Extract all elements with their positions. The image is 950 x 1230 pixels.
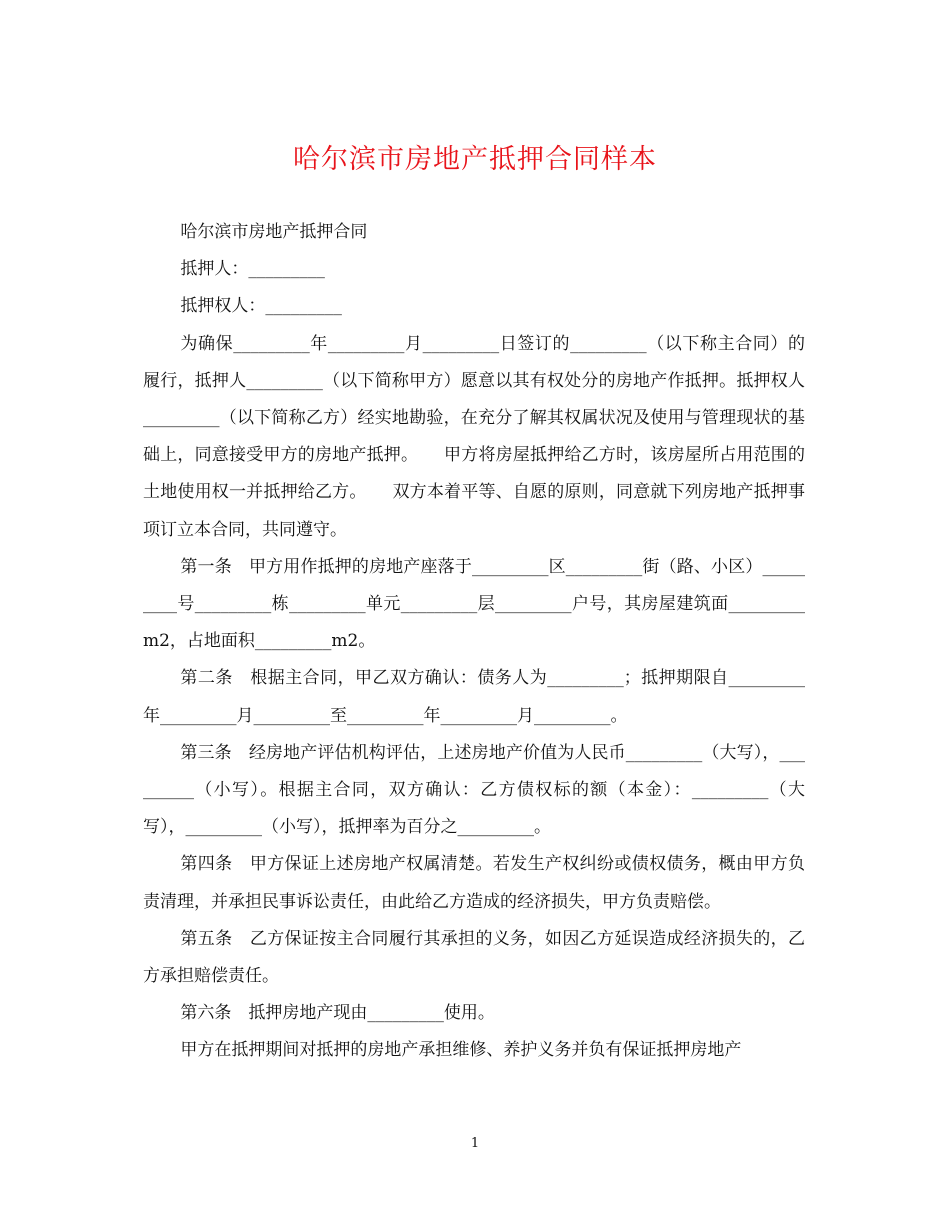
preamble-paragraph: 为确保_________年_________月_________日签订的_________（以下称主合同）的履行，抵押人_________（以下简称甲方）愿意以其有权处分的房地产作抵押。抵押权人_________（以下简称乙方）经实地勘验，在充分了解其权属状况及使用与管理现状的基础上，同意接受甲方的房地产抵押。 甲方将房屋抵押给乙方时，该房屋所占用范围的土地使用权一并抵押给乙方。 双方本着平等、自愿的原则，同意就下列房地产抵押事项订立本合同，共同遵守。 <box>143 333 805 540</box>
article-5-paragraph: 第五条 乙方保证按主合同履行其承担的义务，如因乙方延误造成经济损失的，乙方承担赔偿责任。 <box>143 928 805 987</box>
contract-heading: 哈尔滨市房地产抵押合同 <box>180 222 368 242</box>
document-title: 哈尔滨市房地产抵押合同样本 <box>293 144 657 175</box>
article-3-paragraph: 第三条 经房地产评估机构评估，上述房地产价值为人民币_________（大写），_________（小写）。根据主合同，双方确认：乙方债权标的额（本金）：_________（大写），_________（小写），抵押率为百分之_________。 <box>143 742 805 838</box>
article-1-paragraph: 第一条 甲方用作抵押的房地产座落于_________区_________街（路、小区）_________号_________栋_________单元_________层_________户号，其房屋建筑面_________m2，占地面积_________m2。 <box>143 556 805 652</box>
mortgagee-line: 抵押权人：_________ <box>180 296 342 317</box>
document-body <box>143 214 805 1070</box>
article-4-paragraph: 第四条 甲方保证上述房地产权属清楚。若发生产权纠纷或债权债务，概由甲方负责清理，并承担民事诉讼责任，由此给乙方造成的经济损失，甲方负责赔偿。 <box>143 854 805 912</box>
page-number: 1 <box>470 1136 480 1151</box>
article-2-paragraph: 第二条 根据主合同，甲乙双方确认：债务人为_________；抵押期限自_________年_________月_________至_________年_________月_________。 <box>143 668 805 726</box>
mortgagor-line: 抵押人：_________ <box>180 259 325 280</box>
maintenance-paragraph: 甲方在抵押期间对抵押的房地产承担维修、养护义务并负有保证抵押房地产 <box>180 1040 742 1061</box>
article-6-paragraph: 第六条 抵押房地产现由_________使用。 <box>180 1003 495 1024</box>
